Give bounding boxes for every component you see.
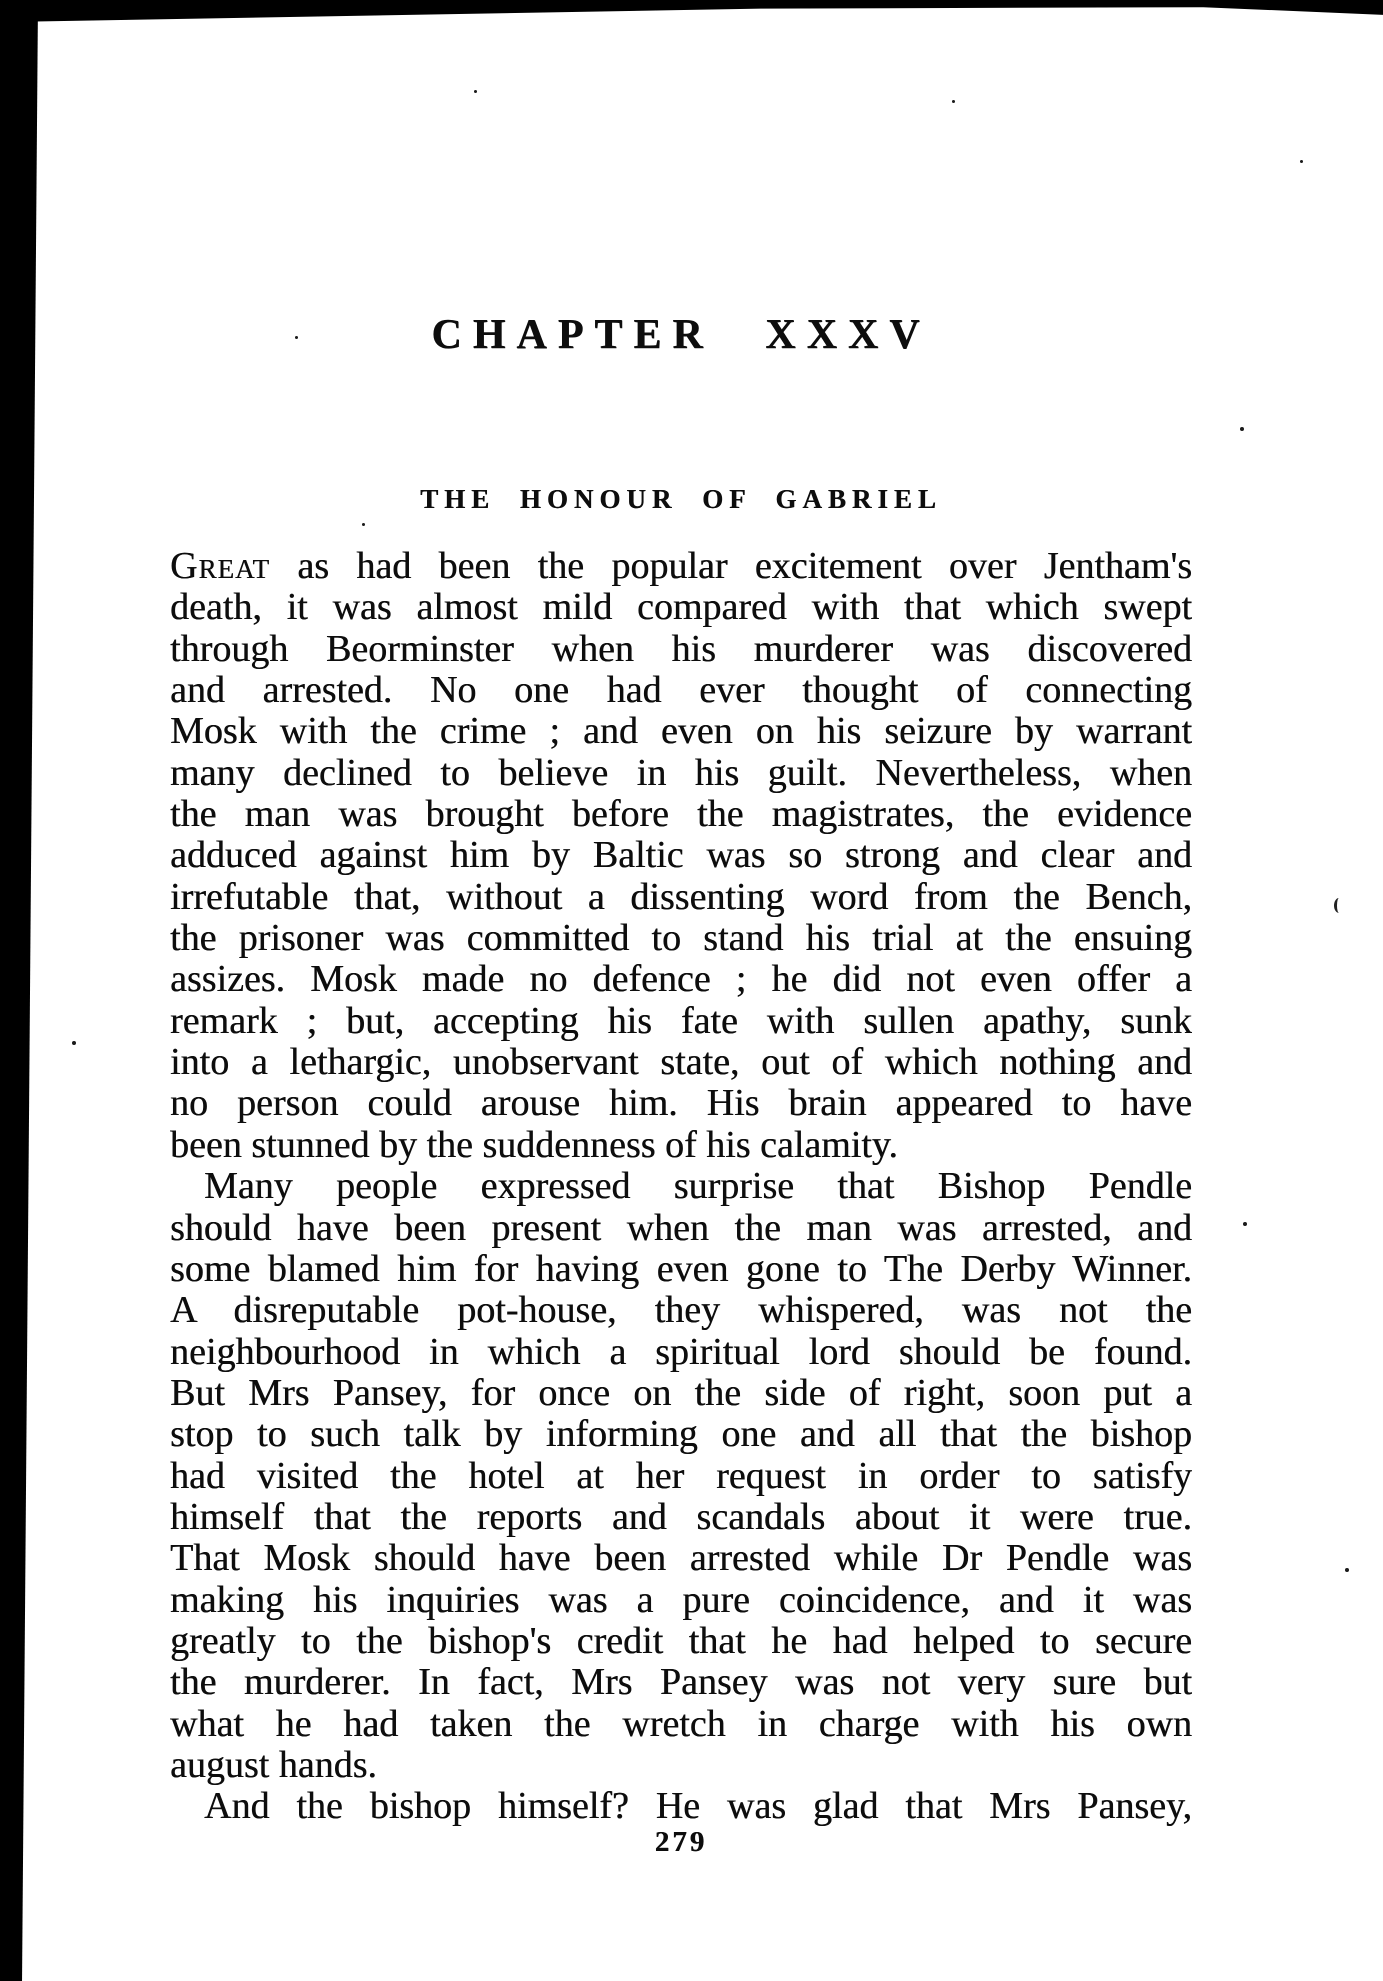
text-line: the man was brought before the magistrates, the evidence [170, 794, 1192, 836]
paragraph [170, 546, 1192, 1166]
text-line: assizes. Mosk made no defence ; he did not even offer a [170, 959, 1192, 1001]
scan-speck [362, 523, 365, 526]
text-line: A disreputable pot-house, they whispered, was not the [170, 1290, 1192, 1332]
text-line: remark ; but, accepting his fate with sullen apathy, sunk [170, 1000, 1192, 1042]
text-line: the murderer. In fact, Mrs Pansey was not very sure but [170, 1662, 1192, 1704]
text-line: Mosk with the crime ; and even on his seizure by warrant [170, 711, 1192, 753]
text-line: himself that the reports and scandals about it were true. [170, 1496, 1192, 1538]
text-line: greatly to the bishop's credit that he had helped to secure [170, 1620, 1192, 1662]
text-line: should have been present when the man was arrested, and [170, 1207, 1192, 1249]
text-line: been stunned by the suddenness of his calamity. [170, 1124, 898, 1166]
text-line: what he had taken the wretch in charge with his own [170, 1703, 1192, 1745]
chapter-heading: CHAPTER XXXV [431, 312, 931, 358]
text-line: the prisoner was committed to stand his trial at the ensuing [170, 918, 1192, 960]
text-line: making his inquiries was a pure coincidence, and it was [170, 1579, 1192, 1621]
scan-speck [952, 100, 955, 103]
text-line: That Mosk should have been arrested while Dr Pendle was [170, 1538, 1192, 1580]
text-line: through Beorminster when his murderer was discovered [170, 628, 1192, 670]
scan-speck [72, 1041, 76, 1045]
scan-border-left [0, 0, 38, 1981]
scan-speck [1240, 427, 1244, 431]
text-line: death, it was almost mild compared with that which swept [170, 587, 1192, 629]
page-number: 279 [654, 1826, 708, 1858]
scan-speck [1334, 898, 1344, 913]
text-line: adduced against him by Baltic was so strong and clear and [170, 835, 1192, 877]
scan-speck [1300, 160, 1303, 163]
text-line: But Mrs Pansey, for once on the side of right, soon put a [170, 1372, 1192, 1414]
text-line: had visited the hotel at her request in order to satisfy [170, 1455, 1192, 1497]
text-line: stop to such talk by informing one and all that the bishop [170, 1414, 1192, 1456]
body-text [170, 546, 1192, 1828]
text-line: into a lethargic, unobservant state, out of which nothing and [170, 1042, 1192, 1084]
text-line: some blamed him for having even gone to The Derby Winner. [170, 1248, 1192, 1290]
scan-border-top [0, 0, 1383, 24]
scan-speck [1345, 1568, 1349, 1572]
scan-speck [1243, 1222, 1247, 1226]
scan-speck [474, 90, 477, 93]
text-line: no person could arouse him. His brain appeared to have [170, 1083, 1192, 1125]
text-line: august hands. [170, 1744, 377, 1786]
text-line: many declined to believe in his guilt. Nevertheless, when [170, 752, 1192, 794]
text-line: and arrested. No one had ever thought of connecting [170, 670, 1192, 712]
lead-word: Great [170, 546, 270, 587]
scan-speck [295, 336, 298, 339]
text-line: And the bishop himself? He was glad that Mrs Pansey, [204, 1786, 1192, 1828]
text-line: Great as had been the popular excitement over Jentham's [170, 546, 1192, 587]
chapter-subtitle: THE HONOUR OF GABRIEL [420, 484, 942, 514]
paragraph [170, 1166, 1192, 1786]
paragraph [170, 1786, 1192, 1827]
text-line: neighbourhood in which a spiritual lord should be found. [170, 1331, 1192, 1373]
text-line: Many people expressed surprise that Bishop Pendle [204, 1166, 1192, 1208]
text-line: irrefutable that, without a dissenting word from the Bench, [170, 876, 1192, 918]
